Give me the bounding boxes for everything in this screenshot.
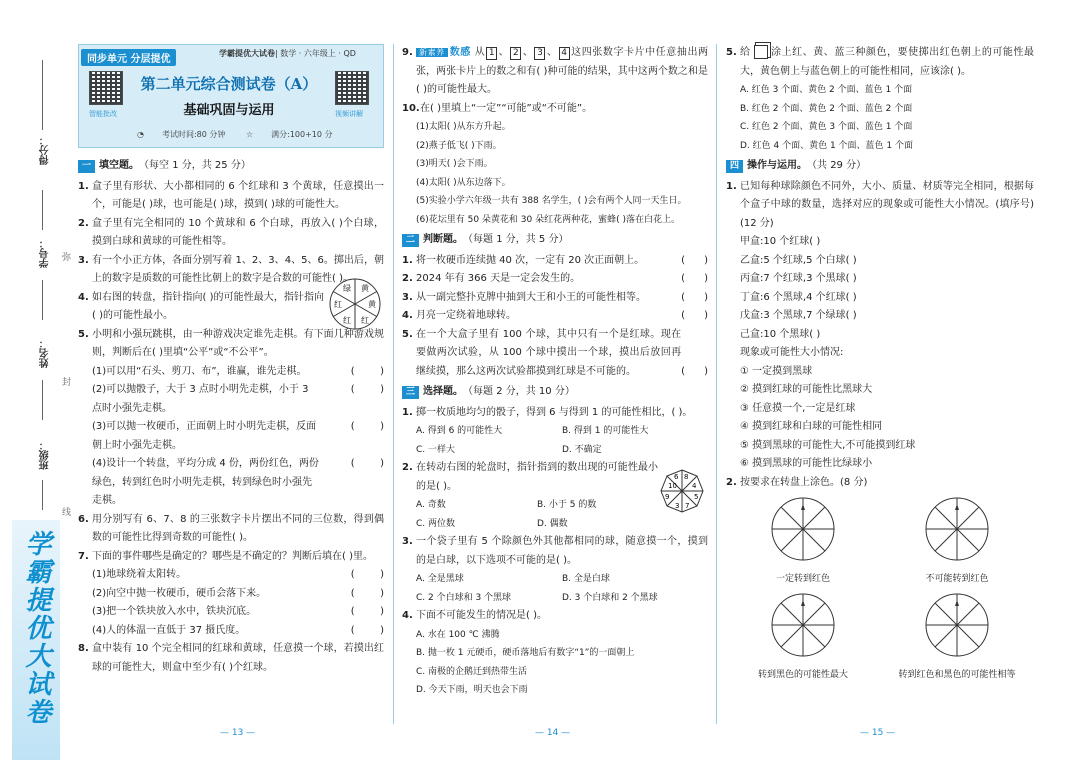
number-card: 4 (559, 47, 570, 60)
clock-icon: ◔ (137, 130, 144, 139)
wheel-number: 4 (692, 482, 697, 490)
phenomenon: ① 一定摸到黑球 (740, 365, 813, 377)
color-wheel[interactable] (770, 592, 836, 658)
wheel-number: 5 (694, 493, 699, 501)
wheel-caption: 转到红色和黑色的可能性相等 (898, 669, 1016, 680)
exam-meta (137, 129, 351, 140)
box-item: 丁盒:6 个黑球,4 个红球( ) (740, 291, 857, 303)
question: 5. 给 涂上红、黄、蓝三种颜色，要使掷出红色朝上的可能性最大，黄色朝上与蓝色朝上的可能性相同，应该涂( )。 (726, 44, 1034, 81)
wheel-label: 红 (334, 299, 342, 309)
question: 3. 有一个小正方体，各面分别写着 1、2、3、4、5、6。掷出后，朝上的数字是质数的可能性比朝上的数字是合数的可能性( )。 (78, 252, 384, 289)
sub-question: (2)向空中抛一枚硬币，硬币会落下来。 ( ) (78, 585, 384, 604)
sub-question: (6)花坛里有 50 朵黄花和 30 朵红花两种花，蜜蜂( )落在白花上。 (416, 214, 680, 225)
column-2 (402, 44, 708, 700)
section-number: 四 (726, 160, 743, 173)
number-wheel (660, 469, 704, 513)
option[interactable]: D. 偶数 (537, 518, 568, 529)
question: 10. 在( )里填上“一定”“可能”或“不可能”。 (402, 100, 708, 119)
qr-caption: 视频讲解 (335, 110, 363, 118)
answer-blank[interactable]: ( ) (350, 587, 384, 599)
section-note: （每题 1 分，共 5 分） (463, 234, 569, 245)
color-wheel[interactable] (770, 496, 836, 562)
phenomenon: ④ 摸到红球和白球的可能性相同 (740, 421, 883, 432)
color-wheel[interactable] (924, 496, 990, 562)
question-text: 盒子里有完全相同的 10 个黄球和 6 个白球，再放入( )个白球，摸到白球和黄球的可能性相等。 (92, 217, 384, 247)
wheel-caption: 转到黑色的可能性最大 (757, 669, 848, 680)
color-wheel-item (887, 592, 1027, 684)
option[interactable]: C. 南极的企鹅迁到热带生活 (416, 666, 528, 677)
exam-time: 考试时间:80 分钟 (161, 130, 226, 139)
section-header (402, 231, 708, 250)
box-item: 甲盒:10 个红球( ) (740, 236, 821, 247)
brand-text: 学霸提优大试卷 (21, 530, 51, 726)
question-text: 在( )里填上“一定”“可能”或“不可能”。 (420, 102, 593, 114)
option[interactable]: B. 红色 2 个面、黄色 2 个面、蓝色 2 个面 (740, 103, 913, 114)
option[interactable]: A. 得到 6 的可能性大 (416, 426, 503, 436)
sub-question: (3)可以抛一枚硬币，正面朝上时小明先走棋，反面朝上时小强先走棋。 ( ) (78, 418, 384, 455)
answer-blank[interactable]: ( ) (681, 310, 708, 321)
qr-code-icon[interactable] (335, 71, 369, 105)
wheel-number: 8 (684, 473, 689, 481)
question: 4. 如右图的转盘，指针指向( )的可能性最大，指针指向( )的可能性最小。 黄 黄 红 红 红 绿 (78, 289, 384, 326)
number-card: 2 (510, 47, 521, 60)
question-text: 盒子里有形状、大小都相同的 6 个红球和 3 个黄球，任意摸出一个，可能是( )球，也可能是( )球，摸到( )球的可能性大。 (92, 180, 384, 210)
qr-code-icon[interactable] (89, 71, 123, 105)
sub-question: (4)设计一个转盘，平均分成 4 份，两份红色，两份绿色，转到红色时小明先走棋，转到绿色时小强先走棋。 ( ) (78, 455, 384, 511)
option[interactable]: A. 红色 3 个面、黄色 2 个面、蓝色 1 个面 (740, 85, 913, 95)
sub-question: (2)燕子低飞( )下雨。 (416, 140, 502, 151)
color-wheel-item (733, 592, 873, 684)
option[interactable]: A. 奇数 (416, 500, 446, 510)
answer-blank[interactable]: ( ) (350, 569, 384, 580)
answer-blank[interactable]: ( ) (350, 384, 384, 395)
sub-question: (4)人的体温一直低于 37 摄氏度。 ( ) (78, 622, 384, 641)
brand-banner (12, 520, 60, 760)
wheel-caption: 一定转到红色 (775, 573, 830, 584)
question: 1. 将一枚硬币连续抛 40 次，一定有 20 次正面朝上。 ( ) (402, 252, 708, 271)
section-title: 判断题。 (423, 234, 464, 245)
column-1 (78, 155, 384, 677)
section-number: 二 (402, 234, 419, 247)
section-title: 填空题。 (99, 160, 140, 171)
option[interactable]: C. 一样大 (416, 444, 456, 455)
column-divider (716, 44, 717, 724)
section-note: （每题 2 分，共 10 分） (463, 386, 575, 397)
skill-tag: 数感 (449, 47, 471, 58)
literacy-tag: 新素养 (416, 48, 448, 57)
sub-question: (2)可以抛骰子，大于 3 点时小明先走棋，小于 3 点时小强先走棋。 ( ) (78, 381, 384, 418)
option[interactable]: A. 水在 100 ℃ 沸腾 (416, 629, 500, 640)
binding-line (42, 60, 43, 130)
box-item: 丙盒:7 个红球,3 个黑球( ) (740, 273, 857, 284)
page-subtitle: 基础巩固与运用 (183, 103, 275, 118)
question: 2. 按要求在转盘上涂色。(8 分) (726, 476, 868, 488)
option[interactable]: D. 红色 4 个面、黄色 1 个面、蓝色 1 个面 (740, 140, 913, 151)
section-note: （共 29 分） (807, 160, 867, 171)
options (402, 570, 708, 607)
wheel-number: 9 (665, 493, 670, 501)
score-label: 得分： (40, 135, 51, 165)
wheel-label: 黄 (368, 299, 376, 309)
option[interactable]: D. 3 个白球和 2 个黑球 (562, 592, 658, 603)
name-label: 姓名： (40, 338, 51, 368)
question: 5. 在一个大盒子里有 100 个球，其中只有一个是红球。现在要做两次试验，从 100 个球中摸出一个球，摸出后放回再继续摸，那么这两次试验都摸到红球是不可能的。 ( ) (402, 326, 708, 382)
question: 2. 2024 年有 366 天是一定会发生的。 ( ) (402, 270, 708, 289)
question-text: 盒中装有 10 个完全相同的红球和黄球，任意摸一个球，若摸出红球的可能性大，则盒中至少有( )个红球。 (92, 643, 384, 673)
question: 4. 下面不可能发生的情况是( )。 (402, 610, 547, 621)
question-text: 如右图的转盘，指针指向( )的可能性最大，指针指向( )的可能性最小。 (92, 291, 324, 321)
answer-blank[interactable]: ( ) (350, 421, 384, 432)
wheel-number: 6 (674, 473, 679, 481)
options (402, 422, 708, 459)
binding-line (42, 480, 43, 510)
answer-blank[interactable]: ( ) (350, 624, 384, 636)
answer-blank[interactable]: ( ) (681, 273, 708, 284)
series-name: 学霸提优大试卷 (219, 49, 275, 58)
question: 1. 掷一枚质地均匀的骰子，得到 6 与得到 1 的可能性相比，( )。 (402, 406, 693, 418)
phenomenon: ③ 任意摸一个,一定是红球 (740, 402, 856, 414)
number-card: 3 (534, 47, 545, 60)
column-divider (393, 44, 394, 724)
id-label: 学号： (40, 238, 51, 268)
series-line (219, 48, 356, 59)
class-label: 班级： (40, 440, 51, 470)
question-text: 小明和小强玩跳棋，由一种游戏决定谁先走棋。有下面几种游戏规则，判断后在( )里填“公平”或“不公平”。 (92, 328, 384, 358)
sub-question: (3)明天( )会下雨。 (416, 159, 493, 169)
color-wheel[interactable] (924, 592, 990, 658)
wheel-row (726, 496, 1034, 588)
question: 3. 一个袋子里有 5 个除颜色外其他都相同的球，随意摸一个，摸到的是白球，以下选项不可能的是( )。 (402, 536, 708, 566)
question: 7. 下面的事件哪些是确定的？哪些是不确定的？判断后填在( )里。 (78, 548, 384, 567)
question: 4. 月亮一定绕着地球转。 ( ) (402, 307, 708, 326)
binding-strip (0, 0, 75, 768)
section-header (726, 157, 1034, 176)
series-tag: 同步单元 分层提优 (81, 49, 176, 66)
sub-question: (5)实验小学六年级一共有 388 名学生，( )会有两个人同一天生日。 (416, 196, 687, 206)
option[interactable]: D. 不确定 (562, 444, 602, 455)
phenomenon: ② 摸到红球的可能性比黑球大 (740, 384, 873, 395)
color-wheel-item (733, 496, 873, 588)
cube-icon (754, 45, 768, 59)
option[interactable]: C. 红色 2 个面、黄色 3 个面、蓝色 1 个面 (740, 122, 913, 132)
box-item: 己盒:10 个黑球( ) (740, 328, 821, 340)
sub-question: (1)地球绕着太阳转。 ( ) (78, 566, 384, 585)
sub-question: (4)太阳( )从东边落下。 (416, 177, 511, 188)
spinner-wheel (328, 277, 382, 331)
page-number: — 13 — (220, 728, 256, 738)
wheel-label: 红 (343, 315, 351, 325)
seal-char: 封 (62, 378, 72, 388)
section-header (402, 383, 708, 402)
star-icon: ☆ (245, 130, 254, 139)
page-number: — 14 — (535, 728, 571, 738)
page-title: 第二单元综合测试卷（A） (140, 75, 318, 93)
section-number: 一 (78, 160, 95, 173)
binding-line (42, 380, 43, 420)
answer-blank[interactable]: ( ) (681, 365, 708, 377)
section-header (78, 157, 384, 176)
column-3 (726, 44, 1034, 684)
sub-question: (1)太阳( )从东方升起。 (416, 122, 511, 132)
box-item: 戊盒:3 个黑球,7 个绿球( ) (740, 310, 857, 321)
wheel-number: 7 (685, 502, 690, 510)
answer-blank[interactable]: ( ) (681, 254, 708, 266)
section-title: 操作与运用。 (747, 160, 808, 171)
phenomena-title: 现象或可能性大小情况: (740, 347, 844, 358)
header-banner (78, 44, 384, 148)
option[interactable]: C. 2 个白球和 3 个黑球 (416, 592, 512, 603)
question: 2. 盒子里有完全相同的 10 个黄球和 6 个白球，再放入( )个白球，摸到白球和黄球的可能性相等。 (78, 215, 384, 252)
answer-blank[interactable]: ( ) (350, 458, 384, 469)
section-title: 选择题。 (423, 386, 464, 397)
option[interactable]: B. 全是白球 (562, 574, 610, 584)
exam-score: 满分:100+10 分 (271, 130, 333, 139)
question: 6. 用分别写有 6、7、8 的三张数字卡片摆出不同的三位数，得到偶数的可能性比得到奇数的可能性( )。 (78, 511, 384, 548)
question: 1. 已知每种球除颜色不同外，大小、质量、材质等完全相同，根据每个盒子中球的数量，选择对应的现象或可能性大小情况。(填序号)(12 分) (726, 180, 1034, 229)
sub-question: (1)可以用“石头、剪刀、布”，谁赢，谁先走棋。 ( ) (78, 363, 384, 382)
option[interactable]: C. 两位数 (416, 518, 456, 529)
question: 5. 小明和小强玩跳棋，由一种游戏决定谁先走棋。有下面几种游戏规则，判断后在( )里填“公平”或“不公平”。 (78, 326, 384, 363)
wheel-row (726, 592, 1034, 684)
color-wheel-item (887, 496, 1027, 588)
option[interactable]: A. 全是黑球 (416, 574, 464, 584)
section-number: 三 (402, 386, 419, 399)
wheel-label: 绿 (343, 283, 351, 293)
wheel-number: 3 (675, 502, 680, 510)
seal-char: 弥 (62, 253, 72, 263)
wheel-number: 10 (668, 482, 677, 490)
section-note: （每空 1 分，共 25 分） (139, 160, 251, 171)
question: 8. 盒中装有 10 个完全相同的红球和黄球，任意摸一个球，若摸出红球的可能性大，则盒中至少有( )个红球。 (78, 640, 384, 677)
question-text: 给 涂上红、黄、蓝三种颜色，要使掷出红色朝上的可能性最大，黄色朝上与蓝色朝上的可能性相同，应该涂( )。 (740, 47, 1035, 77)
answer-blank[interactable]: ( ) (681, 291, 708, 303)
binding-line (42, 280, 43, 320)
page-number: — 15 — (860, 728, 896, 738)
option[interactable]: B. 得到 1 的可能性大 (562, 426, 649, 436)
phenomenon: ⑤ 摸到黑球的可能性大,不可能摸到红球 (740, 439, 916, 451)
wheel-label: 红 (361, 315, 369, 325)
box-item: 乙盒:5 个红球,5 个白球( ) (740, 254, 857, 266)
question-text: 用分别写有 6、7、8 的三张数字卡片摆出不同的三位数，得到偶数的可能性比得到奇数的可能性( )。 (92, 513, 384, 543)
wheel-label: 黄 (361, 283, 369, 293)
question-text: 下面的事件哪些是确定的？哪些是不确定的？判断后填在( )里。 (92, 550, 373, 562)
qr-caption: 智能批改 (89, 110, 117, 118)
answer-blank[interactable]: ( ) (350, 606, 384, 617)
option[interactable]: B. 小于 5 的数 (537, 500, 597, 510)
question: 9. 新素养 数感 从 1 、 2 、 3 、 4 这四张数字卡片中任意抽出两张，两张卡片上的数之和有( )种可能的结果，其中这两个数之和是( )的可能性最大。 (402, 44, 708, 100)
question: 2. 在转动右图的轮盘时，指针指到的数出现的可能性最小的是( )。 10 8 4 5 7 3 9 6 (402, 459, 708, 496)
question: 1. 盒子里有形状、大小都相同的 6 个红球和 3 个黄球，任意摸出一个，可能是( )球，也可能是( )球，摸到( )球的可能性大。 (78, 178, 384, 215)
series-subject: | 数学 · 六年级上 · QD (275, 49, 356, 58)
option[interactable]: B. 抛一枚 1 元硬币，硬币落地后有数字“1”的一面朝上 (416, 648, 635, 658)
answer-blank[interactable]: ( ) (350, 365, 384, 377)
question-text: 有一个小正方体，各面分别写着 1、2、3、4、5、6。掷出后，朝上的数字是质数的可能性比朝上的数字是合数的可能性( )。 (92, 254, 384, 284)
binding-line (42, 190, 43, 230)
phenomenon: ⑥ 摸到黑球的可能性比绿球小 (740, 458, 873, 469)
option[interactable]: D. 今天下雨，明天也会下雨 (416, 685, 528, 695)
seal-char: 线 (62, 508, 72, 518)
sub-question: (3)把一个铁块放入水中，铁块沉底。 ( ) (78, 603, 384, 622)
question: 3. 从一副完整扑克牌中抽到大王和小王的可能性相等。 ( ) (402, 289, 708, 308)
wheel-caption: 不可能转到红色 (925, 573, 989, 584)
question-text: 新素养 数感 从 1 、 2 、 3 、 4 这四张数字卡片中任意抽出两张，两张卡片上的数之和有( )种可能的结果，其中这两个数之和是( )的可能性最大。 (416, 47, 709, 95)
number-card: 1 (486, 47, 497, 60)
